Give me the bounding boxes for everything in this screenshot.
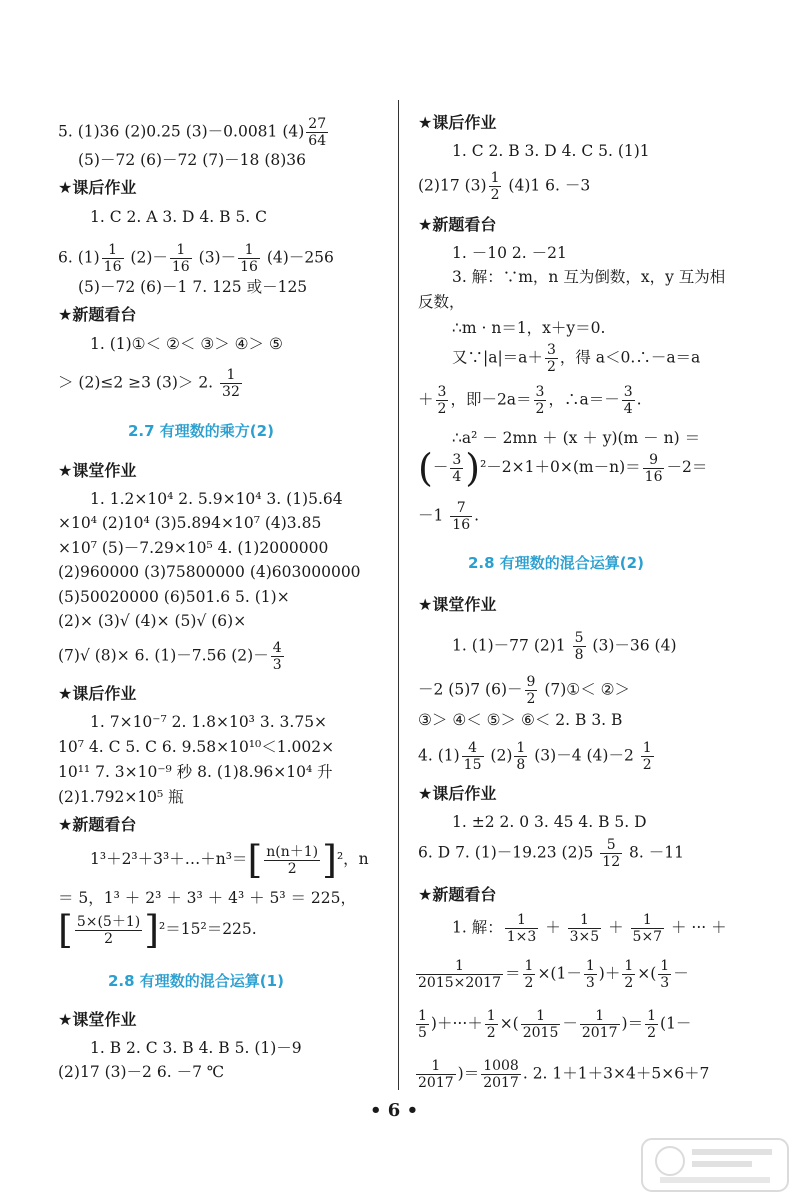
fraction: $\frac{1}{16}$ bbox=[240, 242, 258, 275]
answer-line: ＞ (2)≤2 ≥3 (3)＞ 2. $\frac{1}{32}$ bbox=[58, 367, 240, 400]
formula-line: $\frac{1}{5}$ )＋···＋ $\frac{1}{2}$ ×( $\frac{1}{2015}$ － $\frac{1}{2017}$ )＝ $\frac{1}{2}$ (1－ bbox=[418, 1008, 692, 1041]
answer-line: (7)√ (8)× 6. (1)－7.56 (2)－ $\frac{4}{3}$ bbox=[58, 640, 282, 673]
fraction: $\frac{1}{3}$ bbox=[660, 958, 670, 991]
answer-line: (2)17 (3) $\frac{1}{2}$ (4)1 6. －3 bbox=[418, 170, 591, 203]
answer-line: (5)50020000 (6)501.6 5. (1)× bbox=[58, 588, 290, 606]
answer-line: (2)× (3)√ (4)× (5)√ (6)× bbox=[58, 612, 247, 630]
section-heading: ★新题看台 bbox=[58, 815, 137, 834]
formula-line: －1 $\frac{7}{16}$ . bbox=[418, 500, 480, 533]
fraction: $\frac{5}{12}$ bbox=[602, 837, 621, 870]
section-heading: ★新题看台 bbox=[58, 305, 137, 324]
fraction: $\frac{1}{2017}$ bbox=[581, 1008, 618, 1041]
answer-line: (2)17 (3)－2 6. －7 ℃ bbox=[58, 1063, 225, 1081]
answer-line: 1. C 2. A 3. D 4. B 5. C bbox=[90, 208, 268, 226]
answer-line: 10¹¹ 7. 3×10⁻⁹ 秒 8. (1)8.96×10⁴ 升 bbox=[58, 763, 333, 781]
answer-line: 1. 1.2×10⁴ 2. 5.9×10⁴ 3. (1)5.64 bbox=[90, 490, 343, 508]
formula-line: (－ $\frac{3}{4}$ )²－2×1＋0×(m－n)＝ $\frac{9}{16}$ －2＝ bbox=[418, 446, 708, 490]
formula-line: 1. 解： $\frac{1}{1\times 3}$ ＋ $\frac{1}{3\times 5}$ ＋ $\frac{1}{5\times 7}$ ＋ ··· ＋ bbox=[452, 912, 727, 945]
answer-line: 1. B 2. C 3. B 4. B 5. (1)－9 bbox=[90, 1039, 302, 1057]
formula-line: $\frac{1}{2015\times 2017}$ ＝ $\frac{1}{2}$ ×(1－ $\frac{1}{3}$ )＋ $\frac{1}{2}$ ×( $\frac{1}{3}$ － bbox=[418, 958, 689, 991]
answer-line: 1. (1)①＜ ②＜ ③＞ ④＞ ⑤ bbox=[90, 335, 283, 353]
fraction: $\frac{1}{8}$ bbox=[516, 740, 526, 773]
page-number: • 6 • bbox=[370, 1100, 419, 1121]
fraction: $\frac{5\times(5+1)}{2}$ bbox=[76, 913, 141, 947]
answer-line: 5. (1)36 (2)0.25 (3)－0.0081 (4) $\frac{27}{64}$ bbox=[58, 116, 327, 149]
answer-line: ③＞ ④＜ ⑤＞ ⑥＜ 2. B 3. B bbox=[418, 711, 623, 729]
answer-line: 6. (1) $\frac{1}{16}$ (2)－ $\frac{1}{16}$ (3)－ $\frac{1}{16}$ (4)－256 bbox=[58, 242, 334, 275]
fraction: $\frac{5}{8}$ bbox=[574, 630, 584, 663]
answer-line: －2 (5)7 (6)－ $\frac{9}{2}$ (7)①＜ ②＞ bbox=[418, 674, 631, 707]
section-heading: ★课后作业 bbox=[58, 684, 137, 703]
fraction: $\frac{4}{15}$ bbox=[463, 740, 482, 773]
watermark-logo bbox=[640, 1135, 790, 1195]
fraction: $\frac{n(n+1)}{2}$ bbox=[266, 843, 319, 877]
fraction: $\frac{1}{2015\times 2017}$ bbox=[418, 958, 501, 991]
section-heading: ★新题看台 bbox=[418, 215, 497, 234]
column-divider bbox=[398, 100, 399, 1090]
fraction: $\frac{1}{2017}$ bbox=[418, 1058, 454, 1091]
fraction: $\frac{3}{2}$ bbox=[437, 384, 447, 417]
answer-line: (5)－72 (6)－72 (7)－18 (8)36 bbox=[78, 151, 306, 169]
answer-line: (2)1.792×10⁵ 瓶 bbox=[58, 788, 184, 806]
answer-line: ×10⁷ (5)－7.29×10⁵ 4. (1)2000000 bbox=[58, 539, 329, 557]
answer-line: 1. (1)－77 (2)1 $\frac{5}{8}$ (3)－36 (4) bbox=[452, 630, 677, 663]
section-heading: ★课后作业 bbox=[58, 178, 137, 197]
section-heading: ★课堂作业 bbox=[58, 461, 137, 480]
fraction: $\frac{1}{2}$ bbox=[524, 958, 534, 991]
answer-line: (2)960000 (3)75800000 (4)603000000 bbox=[58, 563, 361, 581]
answer-line: 1. ±2 2. 0 3. 45 4. B 5. D bbox=[452, 813, 647, 831]
answer-line: 又∵|a|＝a＋ $\frac{3}{2}$ ，得 a＜0.∴－a＝a bbox=[452, 342, 701, 375]
fraction: $\frac{3}{2}$ bbox=[546, 342, 556, 375]
formula-line: ＝ 5，1³ ＋ 2³ ＋ 3³ ＋ 4³ ＋ 5³ ＝ 225， bbox=[58, 889, 357, 907]
fraction: $\frac{1}{5}$ bbox=[418, 1008, 427, 1041]
fraction: $\frac{1}{3}$ bbox=[585, 958, 595, 991]
fraction: $\frac{1}{2}$ bbox=[642, 740, 652, 773]
formula-line: [ $\frac{5\times(5+1)}{2}$ ]²＝15²＝225. bbox=[58, 908, 257, 952]
fraction: $\frac{1}{2}$ bbox=[624, 958, 634, 991]
answer-line: 3. 解：∵m，n 互为倒数，x，y 互为相 bbox=[452, 268, 726, 286]
answer-line: 10⁷ 4. C 5. C 6. 9.58×10¹⁰＜1.002× bbox=[58, 738, 335, 756]
fraction: $\frac{7}{16}$ bbox=[452, 500, 471, 533]
formula-line: 1³＋2³＋3³＋…＋n³＝[ $\frac{n(n+1)}{2}$ ]²，n bbox=[90, 838, 369, 882]
section-title: 2.7 有理数的乘方(2) bbox=[128, 422, 274, 440]
fraction: $\frac{9}{2}$ bbox=[526, 674, 536, 707]
section-heading: ★新题看台 bbox=[418, 885, 497, 904]
answer-line: ＋ $\frac{3}{2}$ ，即－2a＝ $\frac{3}{2}$ ，∴a＝－ $\frac{3}{4}$ . bbox=[418, 384, 642, 417]
answer-line: 1. C 2. B 3. D 4. C 5. (1)1 bbox=[452, 142, 650, 160]
fraction: $\frac{1}{5\times 7}$ bbox=[632, 912, 663, 945]
answer-line: 1. 7×10⁻⁷ 2. 1.8×10³ 3. 3.75× bbox=[90, 713, 328, 731]
fraction: $\frac{1}{2}$ bbox=[490, 170, 500, 203]
answer-line: ×10⁴ (2)10⁴ (3)5.894×10⁷ (4)3.85 bbox=[58, 514, 322, 532]
fraction: $\frac{1}{16}$ bbox=[171, 242, 190, 275]
formula-line: ∴a² － 2mn ＋ (x ＋ y)(m － n) ＝ bbox=[452, 429, 701, 447]
fraction: $\frac{1}{2}$ bbox=[486, 1008, 496, 1041]
answer-line: (5)－72 (6)－1 7. 125 或－125 bbox=[78, 278, 308, 296]
fraction: $\frac{3}{2}$ bbox=[535, 384, 545, 417]
section-heading: ★课后作业 bbox=[418, 784, 497, 803]
section-heading: ★课堂作业 bbox=[58, 1010, 137, 1029]
fraction: $\frac{3}{4}$ bbox=[623, 384, 633, 417]
section-title: 2.8 有理数的混合运算(1) bbox=[108, 972, 284, 990]
section-heading: ★课堂作业 bbox=[418, 595, 497, 614]
fraction: $\frac{1}{2015}$ bbox=[522, 1008, 559, 1041]
answer-line: 1. －10 2. －21 bbox=[452, 244, 567, 262]
fraction: $\frac{1}{1\times 3}$ bbox=[506, 912, 537, 945]
fraction: $\frac{1}{3\times 5}$ bbox=[569, 912, 600, 945]
fraction: $\frac{1}{16}$ bbox=[103, 242, 122, 275]
section-title: 2.8 有理数的混合运算(2) bbox=[468, 554, 644, 572]
answer-line: 4. (1) $\frac{4}{15}$ (2) $\frac{1}{8}$ (3)－4 (4)－2 $\frac{1}{2}$ bbox=[418, 740, 652, 773]
answer-line: 6. D 7. (1)－19.23 (2)5 $\frac{5}{12}$ 8. －11 bbox=[418, 837, 684, 870]
formula-line: $\frac{1}{2017}$ )＝ $\frac{1008}{2017}$ . 2. 1＋1＋3×4＋5×6＋7 bbox=[418, 1058, 710, 1091]
fraction: $\frac{1008}{2017}$ bbox=[483, 1058, 519, 1091]
fraction: $\frac{4}{3}$ bbox=[272, 640, 282, 673]
answer-line: 反数， bbox=[418, 293, 465, 311]
answer-line: ∴m · n＝1，x＋y＝0. bbox=[452, 319, 606, 337]
fraction: $\frac{9}{16}$ bbox=[644, 451, 663, 485]
fraction: $\frac{27}{64}$ bbox=[308, 116, 327, 149]
section-heading: ★课后作业 bbox=[418, 113, 497, 132]
fraction: $\frac{3}{4}$ bbox=[452, 451, 462, 485]
fraction: $\frac{1}{2}$ bbox=[647, 1008, 657, 1041]
fraction: $\frac{1}{32}$ bbox=[222, 367, 240, 400]
